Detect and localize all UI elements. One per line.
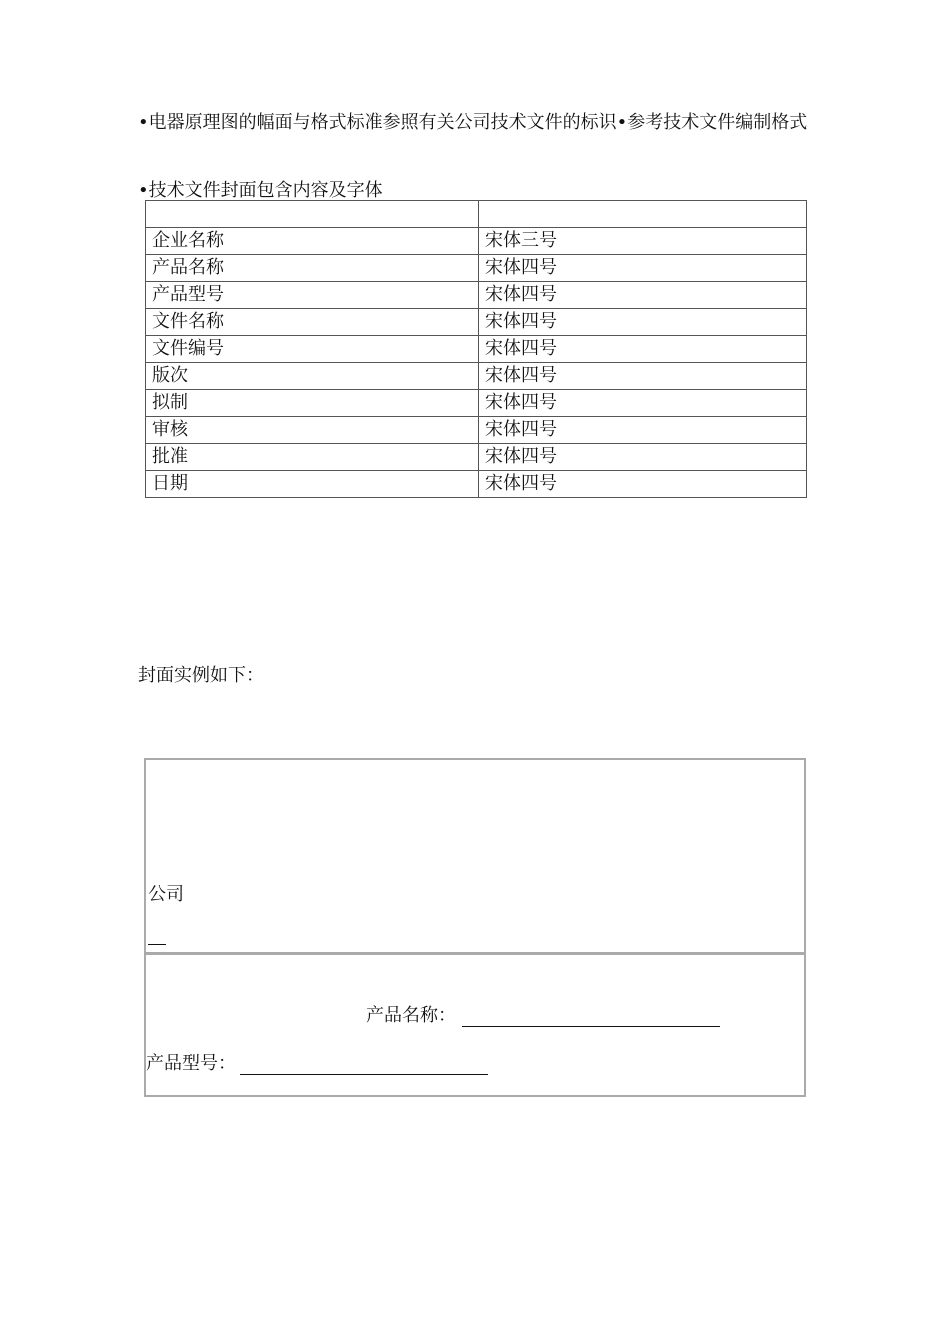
product-name-field bbox=[366, 1001, 720, 1027]
table-header-cell bbox=[146, 201, 479, 228]
cover-top-box bbox=[144, 758, 806, 954]
table-heading: •技术文件封面包含内容及字体 bbox=[138, 180, 383, 201]
table-row bbox=[146, 444, 807, 471]
font-cell: 宋体四号 bbox=[479, 255, 807, 282]
font-spec-table bbox=[145, 200, 807, 498]
product-model-label: 产品型号： bbox=[146, 1053, 236, 1074]
font-cell: 宋体四号 bbox=[479, 363, 807, 390]
font-cell: 宋体四号 bbox=[479, 471, 807, 498]
font-cell: 宋体四号 bbox=[479, 282, 807, 309]
item-cell: 版次 bbox=[146, 363, 479, 390]
table-header-cell bbox=[479, 201, 807, 228]
table-row bbox=[146, 228, 807, 255]
font-cell: 宋体三号 bbox=[479, 228, 807, 255]
cover-bottom-box bbox=[144, 953, 806, 1097]
product-model-field bbox=[146, 1049, 488, 1075]
font-cell: 宋体四号 bbox=[479, 390, 807, 417]
product-name-label: 产品名称： bbox=[366, 1005, 456, 1026]
company-label: 公司 bbox=[148, 884, 184, 905]
font-cell: 宋体四号 bbox=[479, 336, 807, 363]
table-row bbox=[146, 417, 807, 444]
table-header-row bbox=[146, 201, 807, 228]
item-cell: 产品名称 bbox=[146, 255, 479, 282]
item-cell: 审核 bbox=[146, 417, 479, 444]
company-underline bbox=[148, 944, 166, 945]
item-cell: 产品型号 bbox=[146, 282, 479, 309]
intro-paragraph: •电器原理图的幅面与格式标准参照有关公司技术文件的标识•参考技术文件编制格式 bbox=[138, 112, 808, 133]
item-cell: 批准 bbox=[146, 444, 479, 471]
table-row bbox=[146, 309, 807, 336]
table-row bbox=[146, 282, 807, 309]
font-cell: 宋体四号 bbox=[479, 444, 807, 471]
item-cell: 文件名称 bbox=[146, 309, 479, 336]
font-cell: 宋体四号 bbox=[479, 309, 807, 336]
product-name-blank bbox=[462, 1008, 720, 1027]
table-row bbox=[146, 471, 807, 498]
table-row bbox=[146, 390, 807, 417]
item-cell: 拟制 bbox=[146, 390, 479, 417]
example-heading: 封面实例如下： bbox=[138, 665, 264, 686]
item-cell: 企业名称 bbox=[146, 228, 479, 255]
table-row bbox=[146, 336, 807, 363]
item-cell: 日期 bbox=[146, 471, 479, 498]
font-cell: 宋体四号 bbox=[479, 417, 807, 444]
product-model-blank bbox=[240, 1056, 488, 1075]
table-row bbox=[146, 363, 807, 390]
item-cell: 文件编号 bbox=[146, 336, 479, 363]
table-row bbox=[146, 255, 807, 282]
